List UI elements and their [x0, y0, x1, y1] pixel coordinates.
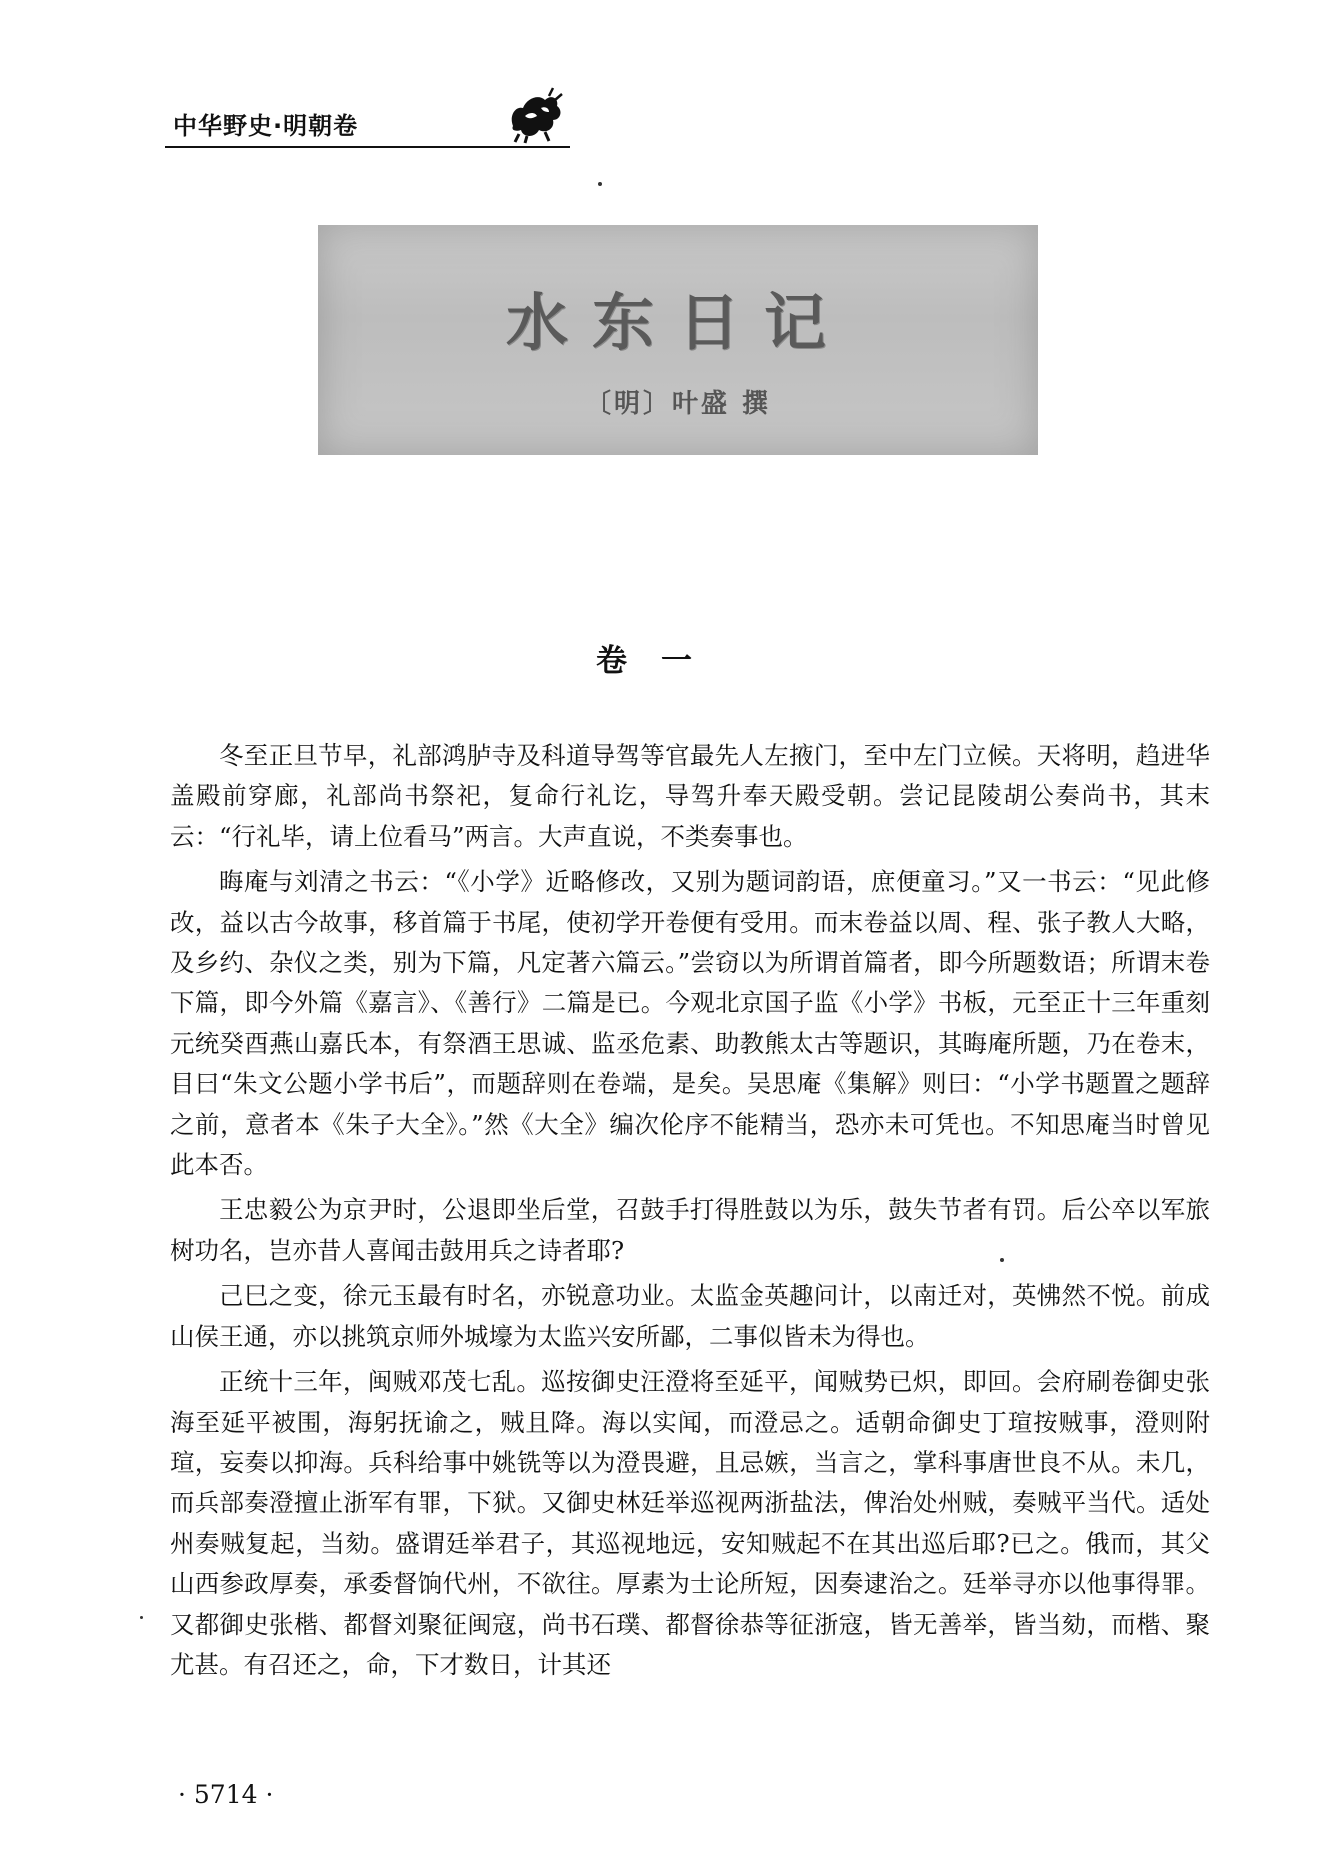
- series-title: 中华野史·明朝卷: [173, 112, 359, 140]
- dragon-icon: [505, 86, 565, 144]
- title-block: [318, 225, 1038, 455]
- header-rule: [165, 146, 570, 148]
- body-text: [170, 736, 1210, 1690]
- chapter-heading: 卷一: [596, 643, 726, 679]
- paragraph: 王忠毅公为京尹时，公退即坐后堂，召鼓手打得胜鼓以为乐，鼓失节者有罚。后公卒以军旅树功名，岂亦昔人喜闻击鼓用兵之诗者耶?: [170, 1195, 1210, 1265]
- paragraph: 正统十三年，闽贼邓茂七乱。巡按御史汪澄将至延平，闻贼势已炽，即回。会府刷卷御史张海至延平被围，海躬抚谕之，贼且降。海以实闻，而澄忌之。适朝命御史丁瑄按贼事，澄则附瑄，妄奏以抑海。兵科给事中姚铣等以为澄畏避，且忌嫉，当言之，掌科事唐世良不从。未几，而兵部奏澄擅止浙军有罪，下狱。又御史林廷举巡视两浙盐法，俾治处州贼，奏贼平当代。适处州奏贼复起，当劾。盛谓廷举君子，其巡视地远，安知贼起不在其出巡后耶?已之。俄而，其父山西参政厚奏，承委督饷代州，不欲往。厚素为士论所短，因奏逮治之。廷举寻亦以他事得罪。又都御史张楷、都督刘聚征闽寇，尚书石璞、都督徐恭等征浙寇，皆无善举，皆当劾，而楷、聚尤甚。有召还之，命，下才数日，计其还: [170, 1367, 1210, 1679]
- author-line: 〔明〕叶盛 撰: [584, 389, 772, 419]
- book-title: 水东日记: [505, 286, 850, 359]
- page-number: · 5714 ·: [178, 1780, 274, 1809]
- paragraph: 冬至正旦节早，礼部鸿胪寺及科道导驾等官最先人左掖门，至中左门立候。天将明，趋进华盖殿前穿廊，礼部尚书祭祀，复命行礼讫，导驾升奉天殿受朝。尝记昆陵胡公奏尚书，其末云：“行礼毕，请上位看马”两言。大声直说，不类奏事也。: [170, 741, 1210, 851]
- paragraph: 晦庵与刘清之书云：“《小学》近略修改，又别为题词韵语，庶便童习。”又一书云：“见此修改，益以古今故事，移首篇于书尾，使初学开卷便有受用。而末卷益以周、程、张子教人大略，及乡约、杂仪之类，别为下篇，凡定著六篇云。”尝窃以为所谓首篇者，即今所题数语；所谓末卷下篇，即今外篇《嘉言》、《善行》二篇是已。今观北京国子监《小学》书板，元至正十三年重刻元统癸酉燕山嘉氏本，有祭酒王思诚、监丞危素、助教熊太古等题识，其晦庵所题，乃在卷末，目曰“朱文公题小学书后”，而题辞则在卷端，是矣。吴思庵《集解》则曰：“小学书题置之题辞之前，意者本《朱子大全》。”然《大全》编次伦序不能精当，恐亦未可凭也。不知思庵当时曾见此本否。: [170, 867, 1210, 1180]
- scan-speck: [140, 1616, 143, 1619]
- scan-speck: [598, 182, 602, 186]
- running-header: [165, 92, 570, 152]
- scan-speck: [1000, 1258, 1004, 1262]
- paragraph: 己巳之变，徐元玉最有时名，亦锐意功业。太监金英趣问计，以南迁对，英怫然不悦。前成山侯王通，亦以挑筑京师外城壕为太监兴安所鄙，二事似皆未为得也。: [170, 1281, 1210, 1351]
